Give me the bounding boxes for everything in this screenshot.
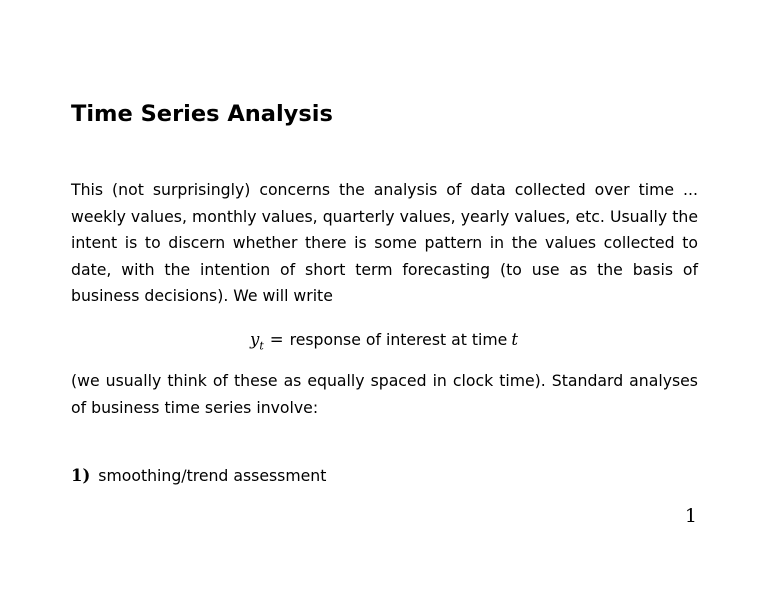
equation-definition: response of interest at time xyxy=(289,330,508,349)
equation-subscript: t xyxy=(259,339,264,353)
list-item-number: 1) xyxy=(71,466,91,485)
list-item xyxy=(71,466,326,485)
equation-equals: = xyxy=(269,330,284,349)
definition-equation xyxy=(0,330,768,352)
equation-variable xyxy=(250,330,264,353)
intro-paragraph: This (not surprisingly) concerns the analysis of data collected over time ... weekly values, monthly values, quarterly values, yearly values, etc. Usually the intent is to discern whether there is some pattern in the values collected to date, with the intention of short term forecasting (to use as the basis of business decisions). We will write xyxy=(71,180,698,305)
list-item-text: smoothing/trend assessment xyxy=(98,466,327,485)
slide-title: Time Series Analysis xyxy=(71,101,333,127)
equation-variable-letter: y xyxy=(250,330,260,349)
clock-time-paragraph: (we usually think of these as equally spaced in clock time). Standard analyses of business time series involve: xyxy=(71,371,698,417)
page-number: 1 xyxy=(684,505,697,527)
equation-time-variable: t xyxy=(511,330,518,349)
